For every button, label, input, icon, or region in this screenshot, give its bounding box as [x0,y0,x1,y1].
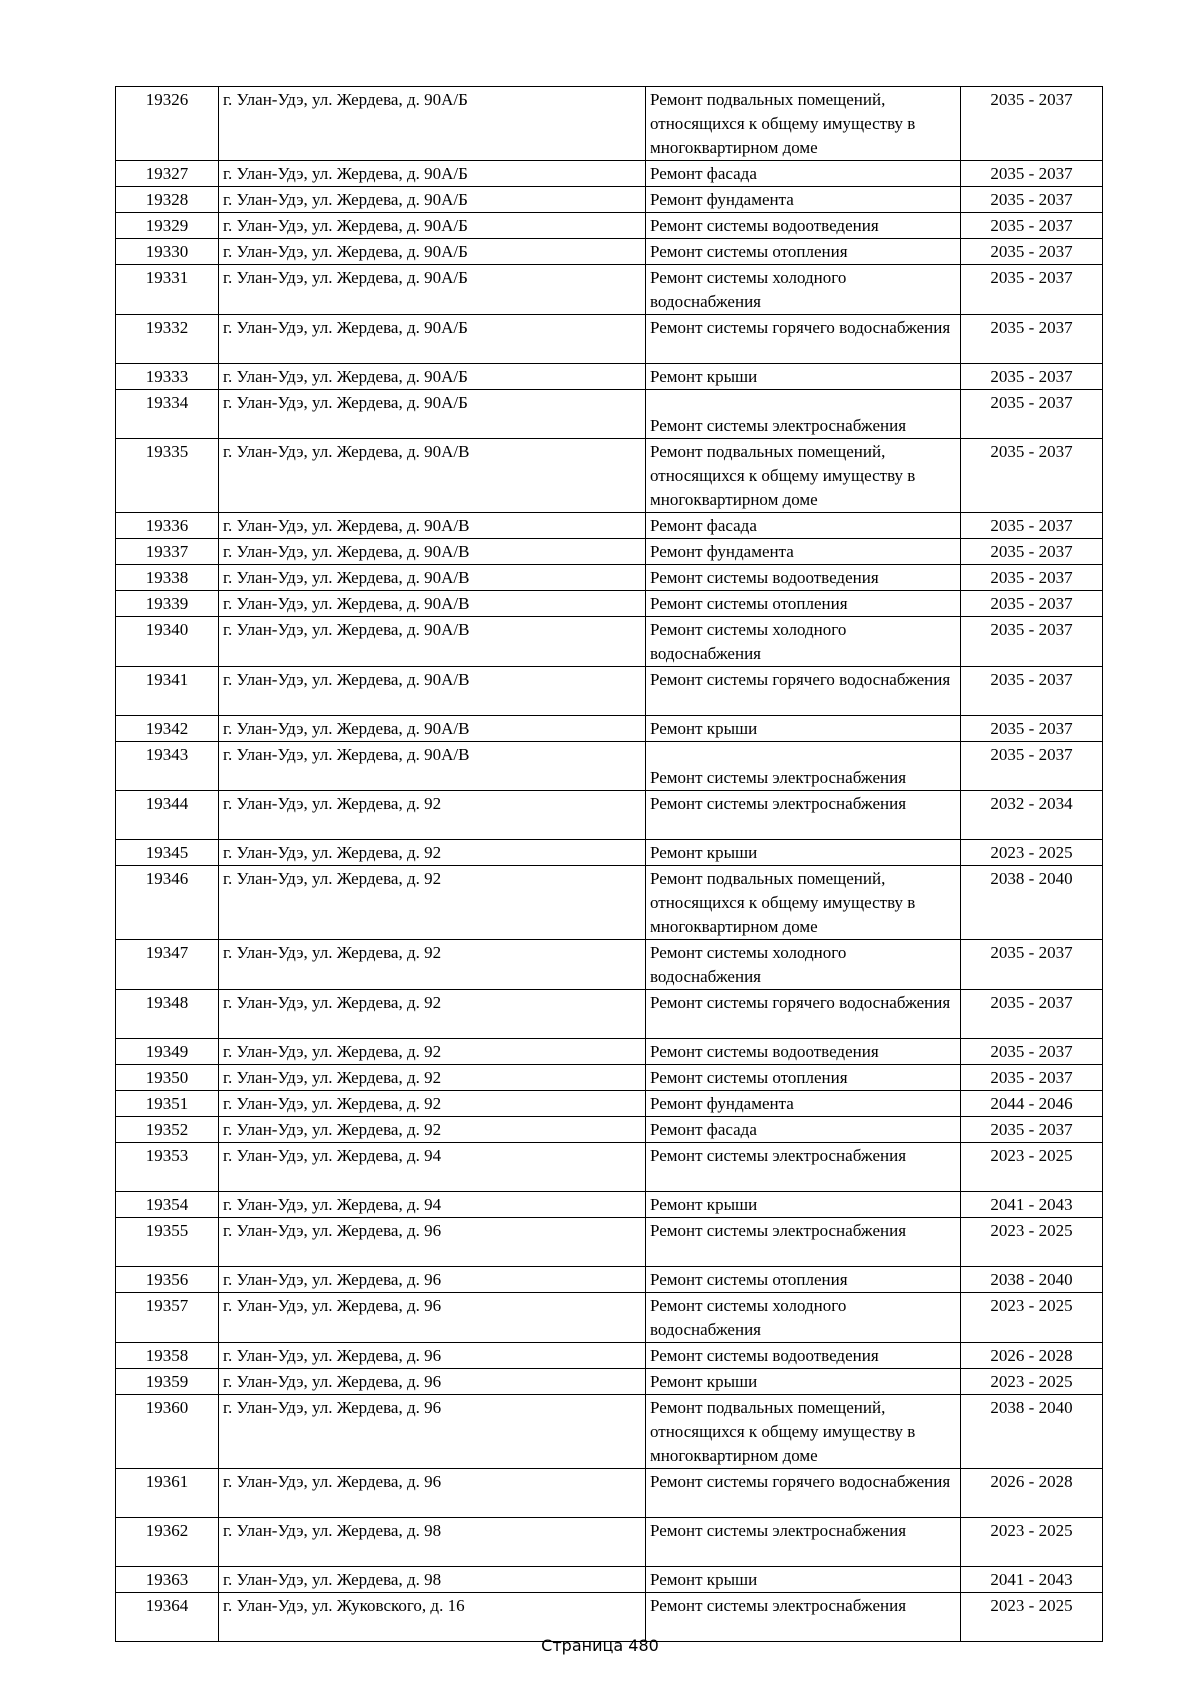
table-row [116,617,1103,667]
row-period: 2023 - 2025 [961,840,1103,866]
row-number: 19353 [116,1143,219,1192]
row-period: 2035 - 2037 [961,364,1103,390]
row-number: 19327 [116,161,219,187]
row-period: 2035 - 2037 [961,315,1103,364]
row-period: 2023 - 2025 [961,1293,1103,1343]
row-period: 2035 - 2037 [961,161,1103,187]
row-period: 2035 - 2037 [961,1065,1103,1091]
row-period: 2035 - 2037 [961,213,1103,239]
row-address: г. Улан-Удэ, ул. Жердева, д. 90А/В [219,439,646,513]
row-number: 19334 [116,390,219,439]
row-period: 2023 - 2025 [961,1369,1103,1395]
table-row [116,187,1103,213]
row-number: 19335 [116,439,219,513]
table-row [116,667,1103,716]
row-work-type: Ремонт системы горячего водоснабжения [646,1469,961,1518]
row-number: 19340 [116,617,219,667]
table-row [116,791,1103,840]
row-period: 2035 - 2037 [961,390,1103,439]
row-address: г. Улан-Удэ, ул. Жердева, д. 96 [219,1343,646,1369]
row-address: г. Улан-Удэ, ул. Жердева, д. 90А/В [219,716,646,742]
row-number: 19363 [116,1567,219,1593]
row-address: г. Улан-Удэ, ул. Жердева, д. 90А/В [219,591,646,617]
row-number: 19345 [116,840,219,866]
row-work-type: Ремонт системы горячего водоснабжения [646,315,961,364]
table-row [116,940,1103,990]
row-period: 2035 - 2037 [961,513,1103,539]
row-period: 2023 - 2025 [961,1218,1103,1267]
table-row [116,513,1103,539]
row-number: 19359 [116,1369,219,1395]
row-address: г. Улан-Удэ, ул. Жердева, д. 90А/Б [219,187,646,213]
table-row [116,1293,1103,1343]
row-period: 2035 - 2037 [961,239,1103,265]
row-work-type: Ремонт системы горячего водоснабжения [646,990,961,1039]
row-work-type: Ремонт системы холодного водоснабжения [646,617,961,667]
table-row [116,866,1103,940]
row-work-type: Ремонт системы водоотведения [646,1343,961,1369]
row-period: 2041 - 2043 [961,1567,1103,1593]
row-work-type: Ремонт фасада [646,1117,961,1143]
row-work-type: Ремонт системы водоотведения [646,1039,961,1065]
row-address: г. Улан-Удэ, ул. Жердева, д. 94 [219,1192,646,1218]
row-address: г. Улан-Удэ, ул. Жердева, д. 90А/Б [219,265,646,315]
row-period: 2032 - 2034 [961,791,1103,840]
row-work-type: Ремонт крыши [646,840,961,866]
row-address: г. Улан-Удэ, ул. Жердева, д. 92 [219,791,646,840]
row-number: 19338 [116,565,219,591]
row-number: 19341 [116,667,219,716]
row-address: г. Улан-Удэ, ул. Жердева, д. 92 [219,1091,646,1117]
row-number: 19342 [116,716,219,742]
row-period: 2035 - 2037 [961,591,1103,617]
row-number: 19331 [116,265,219,315]
row-number: 19347 [116,940,219,990]
row-number: 19333 [116,364,219,390]
row-work-type: Ремонт фасада [646,161,961,187]
row-address: г. Улан-Удэ, ул. Жердева, д. 90А/Б [219,390,646,439]
row-address: г. Улан-Удэ, ул. Жердева, д. 96 [219,1395,646,1469]
row-number: 19361 [116,1469,219,1518]
row-address: г. Улан-Удэ, ул. Жердева, д. 90А/В [219,617,646,667]
row-work-type: Ремонт системы электроснабжения [646,1518,961,1567]
table-row [116,1267,1103,1293]
table-row [116,1369,1103,1395]
row-number: 19357 [116,1293,219,1343]
table-row [116,990,1103,1039]
table-row [116,1395,1103,1469]
row-period: 2035 - 2037 [961,1117,1103,1143]
row-number: 19362 [116,1518,219,1567]
row-address: г. Улан-Удэ, ул. Жердева, д. 92 [219,1117,646,1143]
row-number: 19350 [116,1065,219,1091]
row-number: 19346 [116,866,219,940]
row-period: 2026 - 2028 [961,1469,1103,1518]
row-work-type: Ремонт системы отопления [646,591,961,617]
table-row [116,1091,1103,1117]
row-period: 2035 - 2037 [961,716,1103,742]
row-number: 19355 [116,1218,219,1267]
row-number: 19339 [116,591,219,617]
row-work-type: Ремонт системы электроснабжения [646,791,961,840]
row-period: 2038 - 2040 [961,1395,1103,1469]
table-row [116,591,1103,617]
row-work-type: Ремонт системы холодного водоснабжения [646,1293,961,1343]
row-number: 19337 [116,539,219,565]
row-address: г. Улан-Удэ, ул. Жердева, д. 90А/Б [219,213,646,239]
row-address: г. Улан-Удэ, ул. Жердева, д. 94 [219,1143,646,1192]
row-period: 2023 - 2025 [961,1518,1103,1567]
table-row [116,265,1103,315]
table-row [116,742,1103,791]
row-number: 19344 [116,791,219,840]
row-work-type: Ремонт системы электроснабжения [646,1143,961,1192]
row-period: 2035 - 2037 [961,1039,1103,1065]
row-address: г. Улан-Удэ, ул. Жердева, д. 96 [219,1218,646,1267]
row-work-type: Ремонт крыши [646,1369,961,1395]
row-work-type: Ремонт крыши [646,1192,961,1218]
page-number: Страница 480 [541,1636,659,1655]
table-row [116,1593,1103,1642]
row-number: 19348 [116,990,219,1039]
row-number: 19328 [116,187,219,213]
row-address: г. Улан-Удэ, ул. Жердева, д. 92 [219,990,646,1039]
table-row [116,1218,1103,1267]
row-number: 19354 [116,1192,219,1218]
table-row [116,1192,1103,1218]
row-address: г. Улан-Удэ, ул. Жердева, д. 90А/Б [219,87,646,161]
row-work-type: Ремонт системы электроснабжения [646,742,961,791]
row-work-type: Ремонт системы холодного водоснабжения [646,940,961,990]
table-row [116,716,1103,742]
table-row [116,840,1103,866]
row-number: 19360 [116,1395,219,1469]
row-work-type: Ремонт системы электроснабжения [646,1593,961,1642]
row-work-type: Ремонт системы отопления [646,1267,961,1293]
row-work-type: Ремонт подвальных помещений, относящихся к общему имуществу в многоквартирном доме [646,87,961,161]
row-work-type: Ремонт фасада [646,513,961,539]
row-address: г. Улан-Удэ, ул. Жердева, д. 90А/Б [219,364,646,390]
row-address: г. Улан-Удэ, ул. Жердева, д. 90А/В [219,513,646,539]
row-period: 2026 - 2028 [961,1343,1103,1369]
row-period: 2035 - 2037 [961,539,1103,565]
row-address: г. Улан-Удэ, ул. Жердева, д. 90А/В [219,742,646,791]
table-body [116,87,1103,1642]
row-period: 2035 - 2037 [961,187,1103,213]
row-address: г. Улан-Удэ, ул. Жердева, д. 96 [219,1267,646,1293]
row-work-type: Ремонт системы водоотведения [646,565,961,591]
table-row [116,213,1103,239]
row-period: 2035 - 2037 [961,617,1103,667]
row-period: 2035 - 2037 [961,667,1103,716]
row-period: 2038 - 2040 [961,866,1103,940]
row-address: г. Улан-Удэ, ул. Жердева, д. 90А/В [219,539,646,565]
table-row [116,87,1103,161]
table-row [116,390,1103,439]
row-period: 2044 - 2046 [961,1091,1103,1117]
table-row [116,161,1103,187]
row-work-type: Ремонт фундамента [646,187,961,213]
table-row [116,1039,1103,1065]
row-address: г. Улан-Удэ, ул. Жердева, д. 92 [219,1065,646,1091]
row-address: г. Улан-Удэ, ул. Жердева, д. 96 [219,1469,646,1518]
row-work-type: Ремонт подвальных помещений, относящихся к общему имуществу в многоквартирном доме [646,439,961,513]
row-work-type: Ремонт системы холодного водоснабжения [646,265,961,315]
table-row [116,364,1103,390]
row-address: г. Улан-Удэ, ул. Жердева, д. 96 [219,1293,646,1343]
row-period: 2035 - 2037 [961,742,1103,791]
row-address: г. Улан-Удэ, ул. Жердева, д. 90А/Б [219,315,646,364]
row-number: 19332 [116,315,219,364]
row-address: г. Улан-Удэ, ул. Жердева, д. 90А/В [219,565,646,591]
table-row [116,565,1103,591]
row-address: г. Улан-Удэ, ул. Жердева, д. 92 [219,866,646,940]
row-number: 19326 [116,87,219,161]
row-work-type: Ремонт системы горячего водоснабжения [646,667,961,716]
row-address: г. Улан-Удэ, ул. Жердева, д. 90А/Б [219,239,646,265]
row-address: г. Улан-Удэ, ул. Жердева, д. 92 [219,840,646,866]
table-row [116,1469,1103,1518]
row-work-type: Ремонт системы электроснабжения [646,1218,961,1267]
row-period: 2041 - 2043 [961,1192,1103,1218]
row-work-type: Ремонт подвальных помещений, относящихся к общему имуществу в многоквартирном доме [646,866,961,940]
row-work-type: Ремонт фундамента [646,1091,961,1117]
row-address: г. Улан-Удэ, ул. Жердева, д. 98 [219,1518,646,1567]
row-period: 2035 - 2037 [961,439,1103,513]
row-period: 2035 - 2037 [961,565,1103,591]
row-period: 2035 - 2037 [961,87,1103,161]
table-row [116,539,1103,565]
table-row [116,1117,1103,1143]
row-address: г. Улан-Удэ, ул. Жердева, д. 92 [219,1039,646,1065]
row-number: 19364 [116,1593,219,1642]
row-address: г. Улан-Удэ, ул. Жердева, д. 98 [219,1567,646,1593]
row-period: 2023 - 2025 [961,1593,1103,1642]
row-number: 19356 [116,1267,219,1293]
row-number: 19351 [116,1091,219,1117]
row-period: 2035 - 2037 [961,940,1103,990]
row-work-type: Ремонт подвальных помещений, относящихся к общему имуществу в многоквартирном доме [646,1395,961,1469]
row-work-type: Ремонт системы электроснабжения [646,390,961,439]
row-address: г. Улан-Удэ, ул. Жердева, д. 96 [219,1369,646,1395]
capital-repair-table [115,86,1103,1642]
table-row [116,439,1103,513]
row-number: 19352 [116,1117,219,1143]
row-work-type: Ремонт фундамента [646,539,961,565]
row-work-type: Ремонт крыши [646,716,961,742]
row-address: г. Улан-Удэ, ул. Жердева, д. 92 [219,940,646,990]
row-number: 19336 [116,513,219,539]
table-row [116,315,1103,364]
row-number: 19330 [116,239,219,265]
row-number: 19358 [116,1343,219,1369]
row-address: г. Улан-Удэ, ул. Жердева, д. 90А/Б [219,161,646,187]
row-work-type: Ремонт системы отопления [646,239,961,265]
row-work-type: Ремонт системы отопления [646,1065,961,1091]
row-number: 19329 [116,213,219,239]
row-period: 2038 - 2040 [961,1267,1103,1293]
table-row [116,1518,1103,1567]
row-work-type: Ремонт системы водоотведения [646,213,961,239]
row-period: 2035 - 2037 [961,265,1103,315]
row-work-type: Ремонт крыши [646,1567,961,1593]
row-number: 19349 [116,1039,219,1065]
row-address: г. Улан-Удэ, ул. Жердева, д. 90А/В [219,667,646,716]
row-address: г. Улан-Удэ, ул. Жуковского, д. 16 [219,1593,646,1642]
table-row [116,239,1103,265]
table-row [116,1567,1103,1593]
row-number: 19343 [116,742,219,791]
row-period: 2023 - 2025 [961,1143,1103,1192]
row-work-type: Ремонт крыши [646,364,961,390]
table-row [116,1143,1103,1192]
row-period: 2035 - 2037 [961,990,1103,1039]
table-row [116,1343,1103,1369]
table-row [116,1065,1103,1091]
